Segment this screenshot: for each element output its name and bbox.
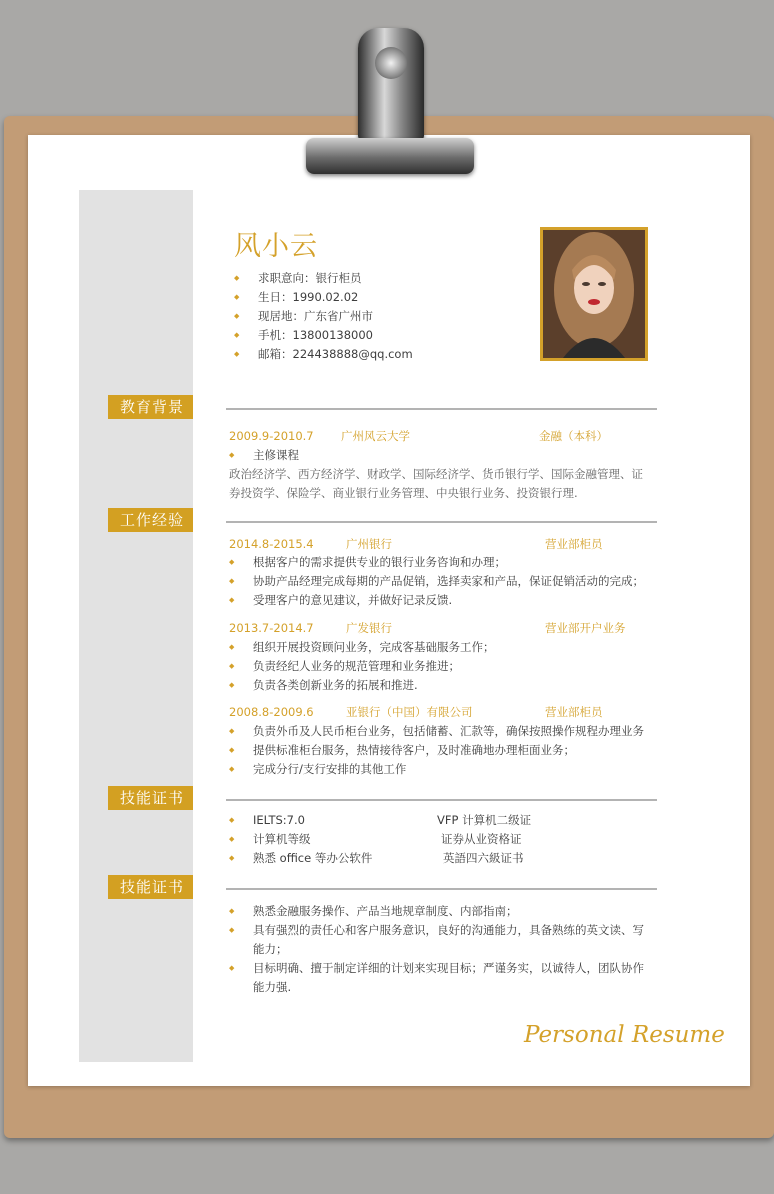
work-1-period: 2013.7-2014.7 [229,621,314,635]
section-extra-rule [226,888,657,890]
section-work-label: 工作经验 [108,508,193,532]
section-education-label: 教育背景 [108,395,193,419]
work-1-company: 广发银行 [346,621,392,635]
profile-photo [540,227,648,361]
work-2-period: 2008.8-2009.6 [229,705,314,719]
skill-right-2: 英語四六級证书 [443,851,524,865]
binder-clip-base [306,138,474,174]
binder-clip-hole [375,47,407,79]
work-2-duty-0: ◆ 负责外币及人民币柜台业务，包括储蓄、汇款等，确保按照操作规程办理业务 [229,722,659,741]
personal-resume-script: Personal Resume [524,1022,725,1048]
info-email: ◆ 邮箱：224438888@qq.com [234,345,524,364]
education-course-label-list [229,446,659,465]
work-1-duty-1: ◆ 负责经纪人业务的规范管理和业务推进； [229,657,659,676]
education-period: 2009.9-2010.7 [229,429,314,443]
info-residence: ◆ 现居地：广东省广州市 [234,307,524,326]
work-0-duty-2: ◆ 受理客户的意见建议，并做好记录反馈. [229,591,659,610]
extra-item-0: ◆ 熟悉金融服务操作、产品当地规章制度、内部指南； [229,902,655,921]
education-courses: 政治经济学、西方经济学、财政学、国际经济学、货币银行学、国际金融管理、证券投资学、保险学、商业银行业务管理、中央银行业务、投资银行理. [229,467,643,500]
work-2-company: 亚银行（中国）有限公司 [346,705,473,719]
section-extra-label: 技能证书 [108,875,193,899]
left-sidebar-band [79,190,193,1062]
work-0-duty-0: ◆ 根据客户的需求提供专业的银行业务咨询和办理； [229,553,659,572]
section-work-rule [226,521,657,523]
work-0-header [229,535,659,553]
education-header [229,427,659,445]
section-skills-rule [226,799,657,801]
work-1-duties [229,638,659,695]
skill-right-1: 证券从业资格证 [441,832,522,846]
skills-row-1 [229,830,659,849]
extra-item-1: ◆ 具有强烈的责任心和客户服务意识，良好的沟通能力，具备熟练的英文读、写能力； [229,921,655,959]
education-school: 广州风云大学 [341,429,410,443]
skills-row-2 [229,849,659,868]
portrait-image [543,230,645,358]
info-birthday: ◆ 生日：1990.02.02 [234,288,524,307]
work-0-role: 营业部柜员 [545,537,603,551]
education-major: 金融（本科） [539,429,608,443]
skill-right-0: VFP 计算机二级证 [437,813,532,827]
personal-info-list [234,269,524,364]
work-2-header [229,703,659,721]
candidate-name: 风小云 [234,231,318,262]
work-2-duty-1: ◆ 提供标准柜台服务，热情接待客户，及时准确地办理柜面业务； [229,741,659,760]
work-0-company: 广州银行 [346,537,392,551]
skill-left-0: ◆ IELTS:7.0 [229,811,305,830]
info-job-target: ◆ 求职意向：银行柜员 [234,269,524,288]
work-0-duty-1: ◆ 协助产品经理完成每期的产品促销，选择卖家和产品，保证促销活动的完成； [229,572,659,591]
extra-item-2: ◆ 目标明确、擅于制定详细的计划来实现目标；严谨务实，以诚待人，团队协作能力强. [229,959,655,997]
work-2-role: 营业部柜员 [545,705,603,719]
skills-row-0 [229,811,659,830]
binder-clip-icon [358,28,424,140]
work-1-header [229,619,659,637]
section-skills-label: 技能证书 [108,786,193,810]
extra-list [229,902,655,997]
work-0-duties [229,553,659,610]
work-2-duties [229,722,659,779]
work-2-duty-2: ◆ 完成分行/支行安排的其他工作 [229,760,659,779]
work-1-duty-2: ◆ 负责各类创新业务的拓展和推进. [229,676,659,695]
work-1-role: 营业部开户业务 [545,621,626,635]
education-course-label: ◆ 主修课程 [229,446,659,465]
skill-left-2: ◆ 熟悉 office 等办公软件 [229,849,372,868]
work-1-duty-0: ◆ 组织开展投资顾问业务，完成客基础服务工作； [229,638,659,657]
info-phone: ◆ 手机：13800138000 [234,326,524,345]
section-education-rule [226,408,657,410]
skills-grid [229,811,659,868]
skill-left-1: ◆ 计算机等级 [229,830,311,849]
work-0-period: 2014.8-2015.4 [229,537,314,551]
